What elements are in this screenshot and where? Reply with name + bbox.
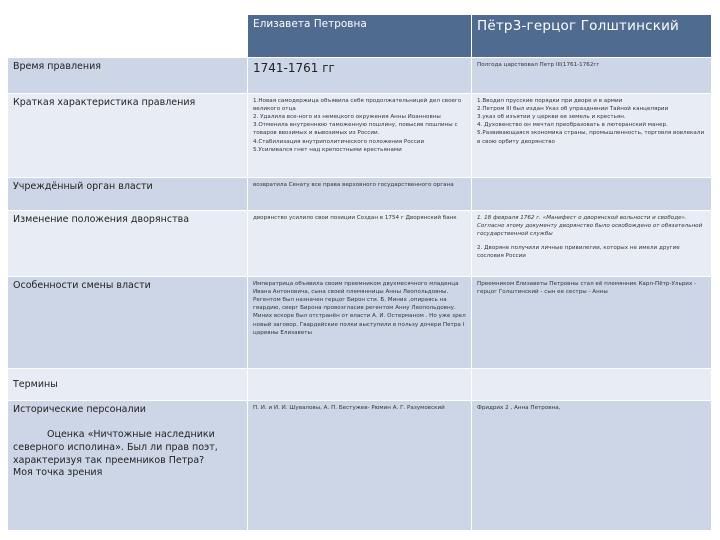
cell-peter [472, 94, 712, 178]
cell-elizabeth: Императрица объявила своим преемником двухмесячного младенца Ивана Антоновича, сына своей племянницы Анны Леопольдовны. Регентом был назначен герцог Бирон сти. Б. Миних ,опираясь на гвардию, сверг Бирона провозгласив регентом Анну Леопольдовну. Миних вскоре был отстранён от власти А. И. Остерманом . Но уже зрел новый заговор. Гвардейские полки выступили в пользу дочери Петра I царевны Елизаветы [248, 277, 472, 369]
list-item: 5.Развивающаяся экономика страны, промышленность, торговля вовлекали в свою орбиту дворянство [477, 130, 705, 145]
list-item: 2. Дворяне получили личные привилегии, которых не имели другие сословия России [477, 245, 680, 260]
header-empty-cell [8, 15, 248, 58]
cell-peter: Фридрих 2 , Анна Петровна, [472, 401, 712, 531]
question-line: Оценка «Ничтожные наследники [47, 429, 215, 440]
list-item: 4. Духовенство он мечтал преобразовать в лютеранский манер. [477, 122, 668, 129]
cell-peter: Полгода царствовал Петр III(1761-1762гг [472, 58, 712, 94]
cell-elizabeth [248, 94, 472, 178]
list-item: 2. Удалила все-ного из немецкого окружения Анны Иоанновны [253, 114, 441, 121]
question-line: северного исполина». Был ли прав поэт, характеризуя так преемников Петра? [13, 441, 218, 466]
row-terms [8, 369, 712, 401]
header-peter: Пётр3-герцог Голштинский [472, 15, 712, 58]
row-label: Краткая характеристика правления [8, 94, 248, 178]
cell-peter: Преемником Елизаветы Петровны стал её племянник Карл-Пётр-Ульрих - герцог Голштинский - сын ее сестры - Анны [472, 277, 712, 369]
cell-elizabeth [248, 369, 472, 401]
row-label: Изменение положения дворянства [8, 211, 248, 277]
row-reign [8, 58, 712, 94]
list-item: 2.Петром III был издан Указ об упразднении Тайной канцелярии [477, 106, 669, 113]
row-label: Учреждённый орган власти [8, 178, 248, 211]
row-people [8, 401, 712, 531]
cell-peter [472, 211, 712, 277]
list-item: 1. 18 февраля 1762 г. «Манифест о дворянской вольности и свободе». Согласно этому документу дворянство было освобождено от обязательной государственной службы [477, 215, 703, 238]
row-organ [8, 178, 712, 211]
row-label: Термины [8, 369, 248, 401]
row-label: Время правления [8, 58, 248, 94]
header-row [8, 15, 712, 58]
people-label: Исторические персоналии [13, 404, 146, 415]
list-item: 5.Усиливался гнет над крепостными крестьянами [253, 146, 402, 153]
list-item: 4.Стабилизация внутриполитического положения России [253, 138, 425, 145]
row-label: Особенности смены власти [8, 277, 248, 369]
question-line: Моя точка зрения [13, 467, 103, 479]
list-item: 1.Вводил прусские порядки при дворе и в армии [477, 98, 623, 104]
list-item: 3.указ об изъятии у церкви ее земель и крестьян. [477, 114, 626, 121]
row-label [8, 401, 248, 531]
cell-peter [472, 178, 712, 211]
row-summary [8, 94, 712, 178]
row-succession [8, 277, 712, 369]
comparison-table [8, 15, 712, 531]
cell-peter [472, 369, 712, 401]
header-elizabeth: Елизавета Петровна [248, 15, 472, 58]
cell-elizabeth: П. И. и И. И. Шуваловы, А. П. Бестужев- Рюмин А. Г. Разумовский [248, 401, 472, 531]
list-item: 3.Отменила внутреннюю таможенную пошлину, повысив пошлины с товаров ввозимых и вывозимых из России. [253, 122, 458, 137]
row-nobility [8, 211, 712, 277]
cell-elizabeth: дворянство усилило свои позиции Создан в 1754 г Дворянский банк [248, 211, 472, 277]
cell-elizabeth: возвратила Сенату все права верховного государственного органа [248, 178, 472, 211]
cell-elizabeth: 1741-1761 гг [248, 58, 472, 94]
list-item: 1.Новая самодержица объявила себя продолжательницей дел своего великого отца [253, 98, 462, 113]
question-note [13, 429, 242, 480]
